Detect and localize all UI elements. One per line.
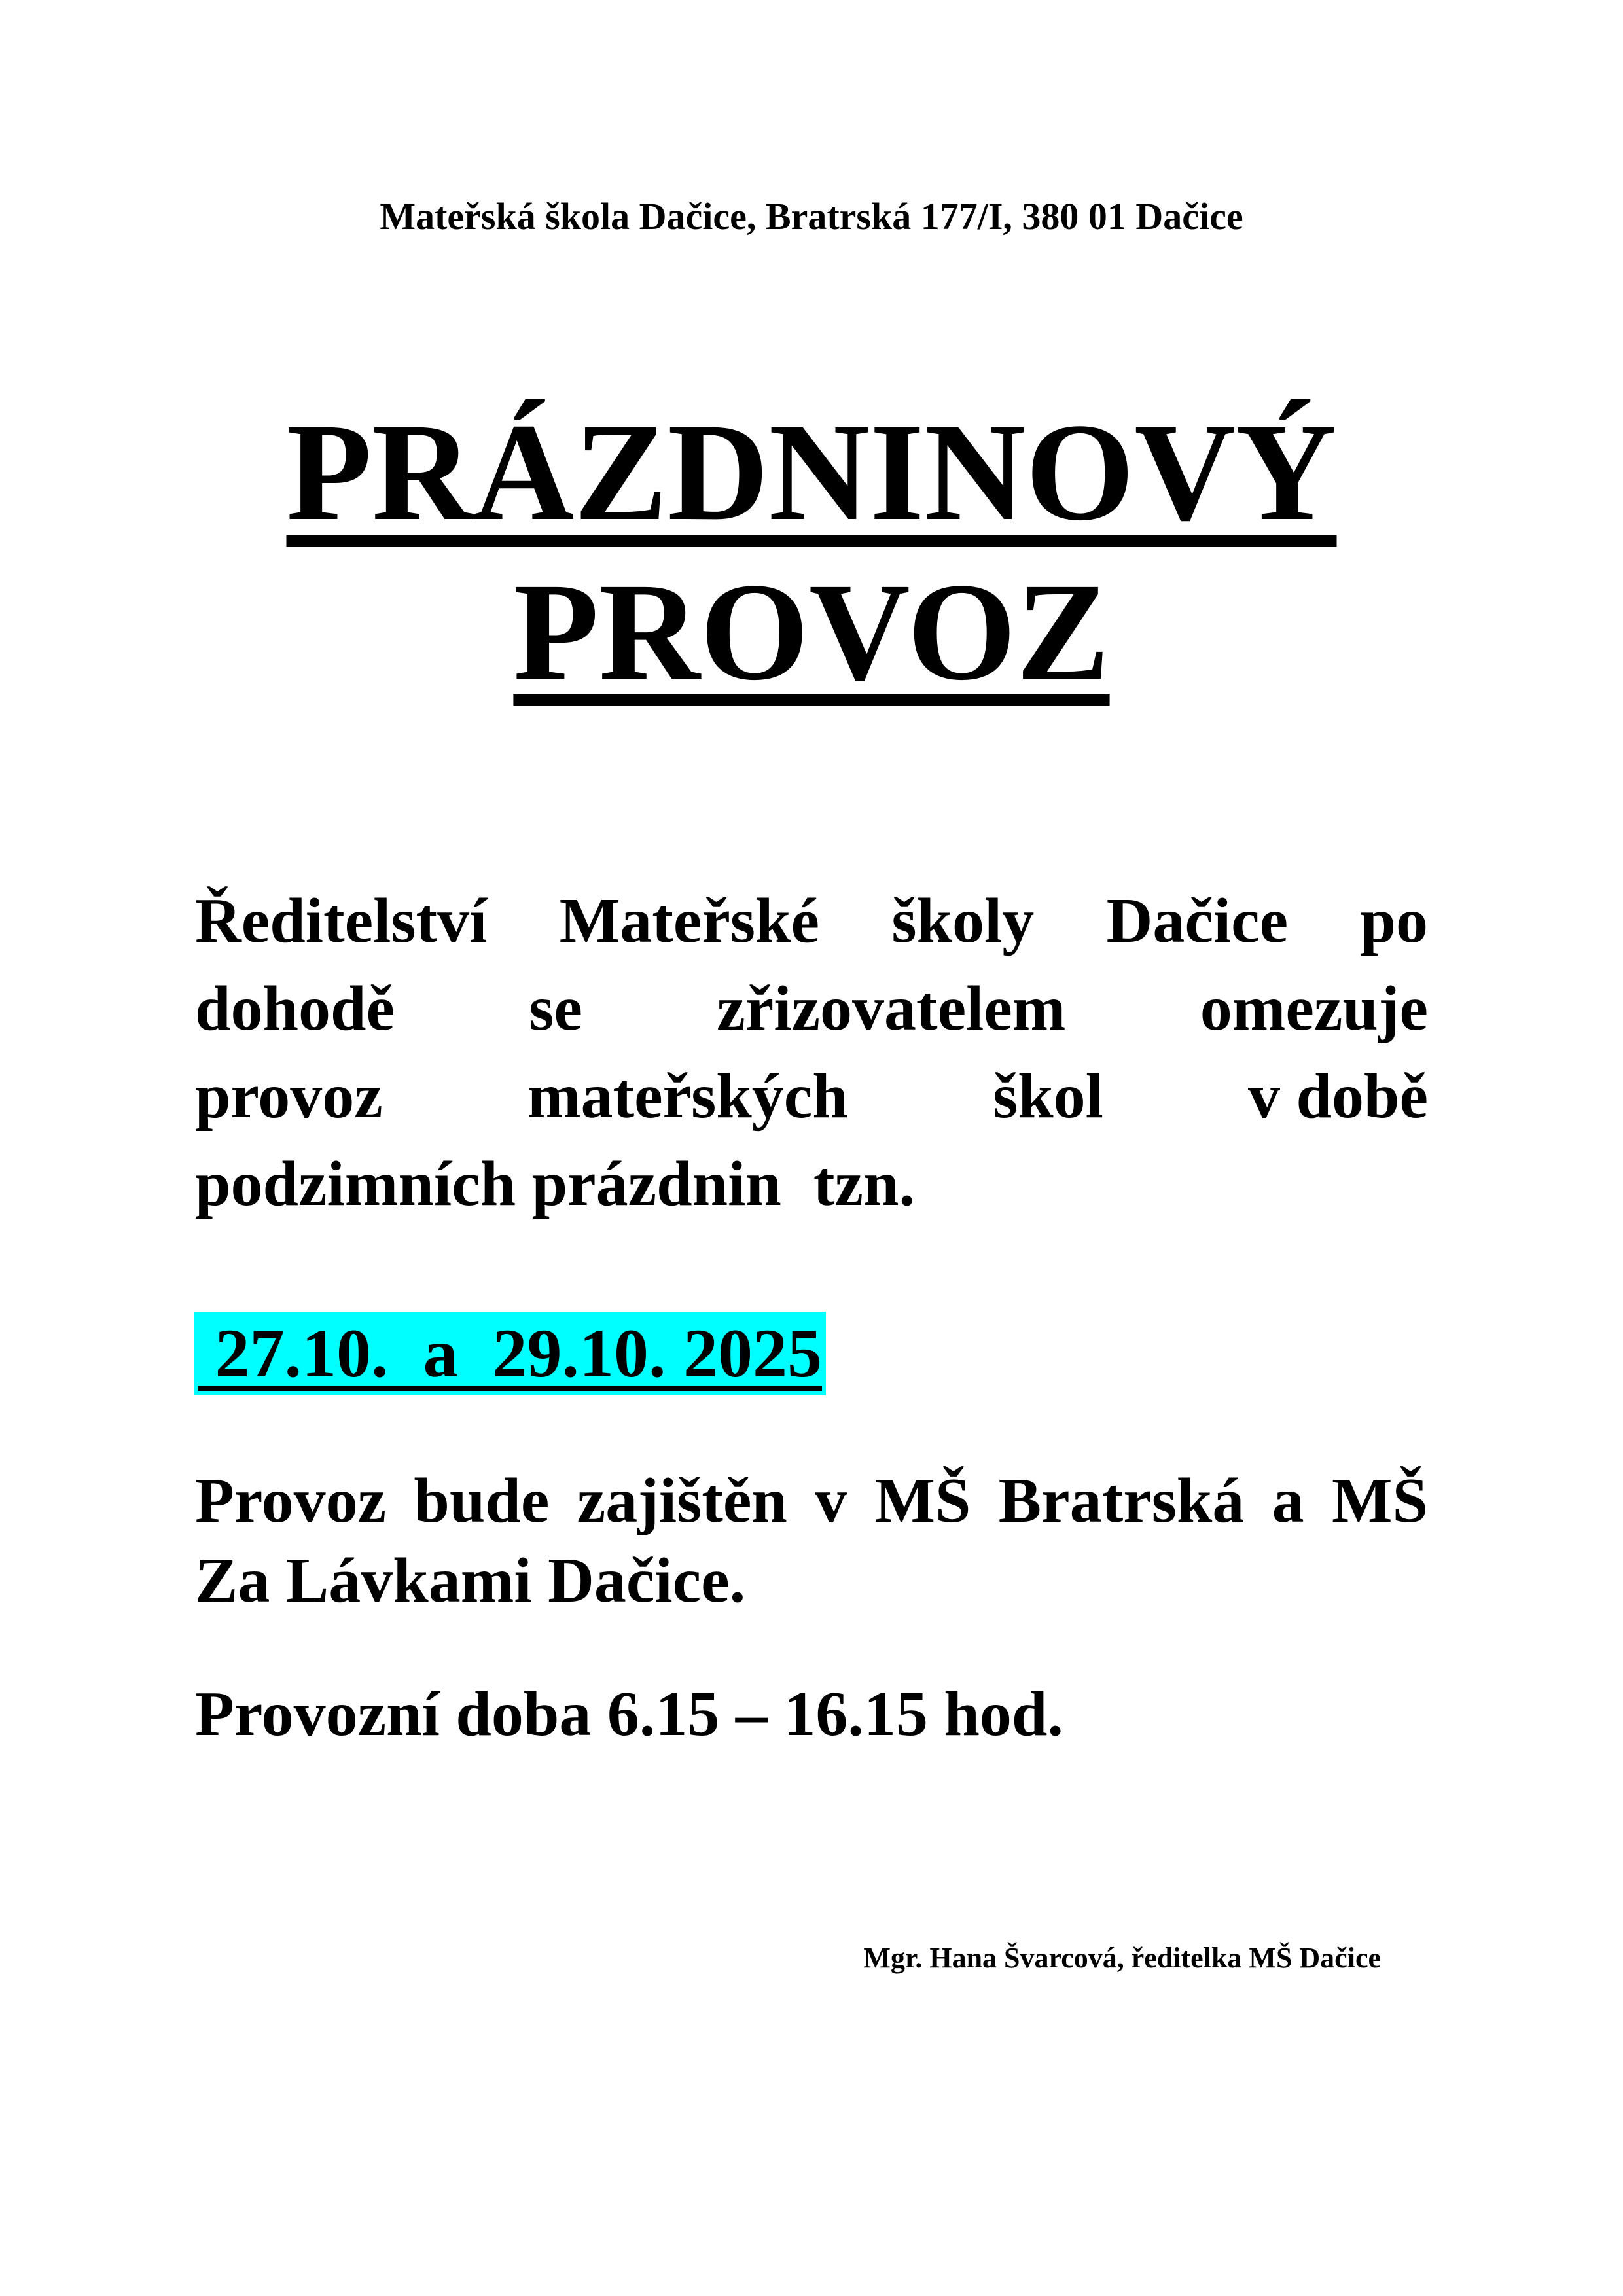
title-line-1: PRÁZDNINOVÝ (286, 395, 1337, 550)
word: omezuje (1200, 973, 1428, 1044)
title-line-2: PROVOZ (513, 554, 1110, 709)
word: školy (891, 886, 1035, 956)
announcement-line (195, 965, 1428, 1052)
word: se (529, 973, 582, 1044)
word: zajištěn (577, 1465, 787, 1536)
word: po (1360, 886, 1428, 956)
word: Ředitelství (195, 886, 488, 956)
word: a (1272, 1465, 1304, 1536)
word: bude (414, 1465, 550, 1536)
word: mateřských (527, 1061, 848, 1132)
word: Bratrská (998, 1465, 1245, 1536)
word: Mateřské (559, 886, 819, 956)
announcement-line (195, 877, 1428, 965)
location-paragraph (195, 1461, 1428, 1621)
signature: Mgr. Hana Švarcová, ředitelka MŠ Dačice (863, 1942, 1381, 1974)
word: v době (1247, 1061, 1428, 1132)
operating-hours: Provozní doba 6.15 – 16.15 hod. (195, 1679, 1063, 1749)
word: Dačice (1106, 886, 1289, 956)
location-last-line: Za Lávkami Dačice. (195, 1545, 746, 1616)
word: v (815, 1465, 847, 1536)
word: Provoz (195, 1465, 387, 1536)
notice-title (0, 393, 1623, 712)
word: zřizovatelem (717, 973, 1066, 1044)
word: MŠ (874, 1465, 971, 1536)
word: dohodě (195, 973, 395, 1044)
highlighted-dates: 27.10. a 29.10. 2025 (194, 1312, 826, 1395)
word: škol (992, 1061, 1103, 1132)
location-line (195, 1461, 1428, 1541)
announcement-last-line: podzimních prázdnin tzn. (195, 1149, 915, 1219)
announcement-line (195, 1052, 1428, 1140)
announcement-paragraph (195, 877, 1428, 1228)
word: MŠ (1331, 1465, 1428, 1536)
school-address-header: Mateřská škola Dačice, Bratrská 177/I, 380 01 Dačice (380, 195, 1243, 238)
word: provoz (195, 1061, 383, 1132)
